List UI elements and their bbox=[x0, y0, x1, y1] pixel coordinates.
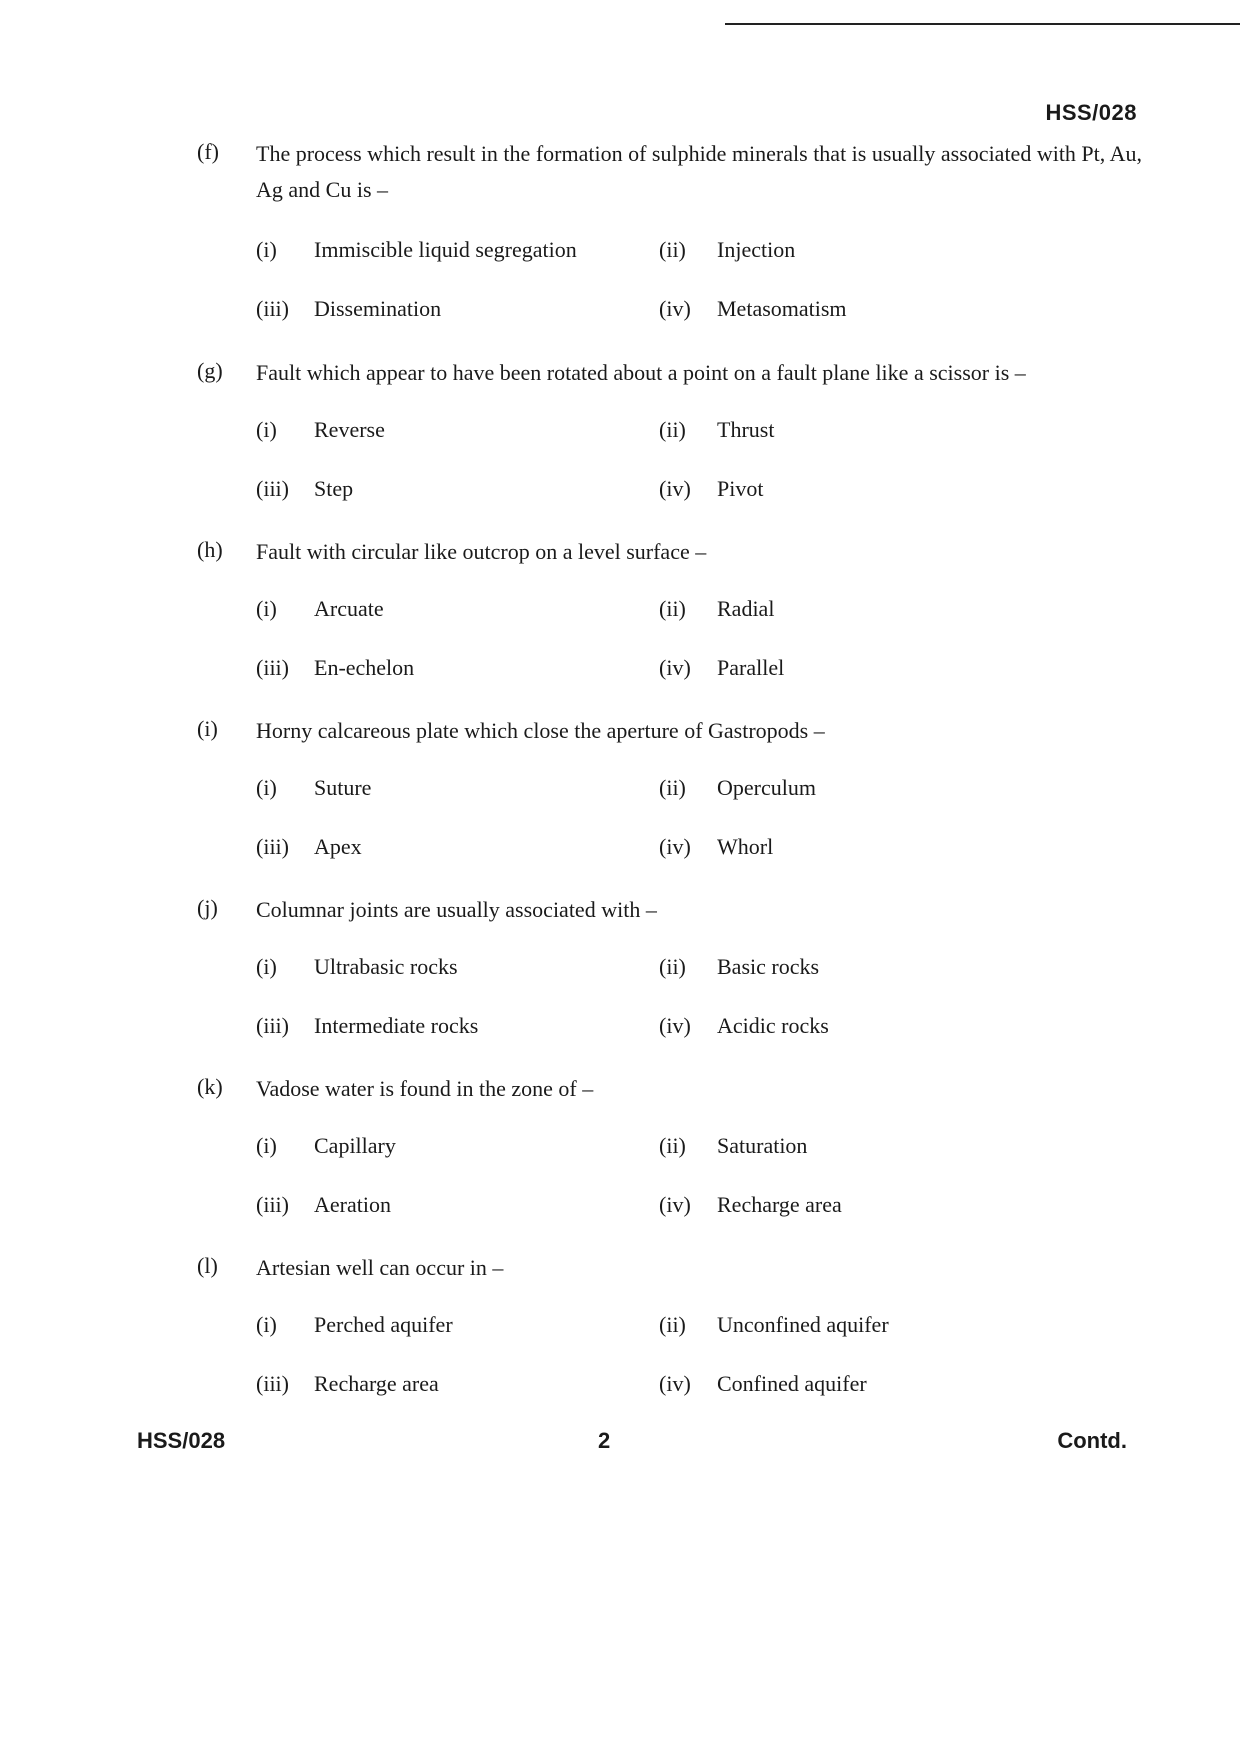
option-number: (iv) bbox=[659, 1013, 691, 1038]
option-number: (iv) bbox=[659, 296, 691, 321]
question-label: (f) bbox=[197, 139, 219, 164]
option-number: (iv) bbox=[659, 1371, 691, 1396]
option-number: (ii) bbox=[659, 954, 686, 979]
option-text: Capillary bbox=[314, 1133, 396, 1158]
question-label: (l) bbox=[197, 1253, 218, 1278]
question-label: (g) bbox=[197, 358, 223, 383]
option-iii[interactable] bbox=[256, 834, 362, 860]
option-text: Intermediate rocks bbox=[314, 1013, 479, 1038]
option-text: Recharge area bbox=[314, 1371, 439, 1396]
option-number: (i) bbox=[256, 237, 277, 262]
option-text: Saturation bbox=[717, 1133, 808, 1158]
option-text: Recharge area bbox=[717, 1192, 842, 1217]
option-number: (ii) bbox=[659, 237, 686, 262]
option-number: (i) bbox=[256, 954, 277, 979]
option-text: Injection bbox=[717, 237, 796, 262]
option-number: (iii) bbox=[256, 296, 289, 321]
option-text: Thrust bbox=[717, 417, 775, 442]
option-number: (ii) bbox=[659, 596, 686, 621]
option-number: (iii) bbox=[256, 1192, 289, 1217]
option-i[interactable] bbox=[256, 775, 371, 801]
option-iv[interactable] bbox=[659, 655, 784, 681]
option-number: (i) bbox=[256, 417, 277, 442]
option-ii[interactable] bbox=[659, 954, 819, 980]
footer-paper-code: HSS/028 bbox=[137, 1428, 226, 1453]
option-text: Ultrabasic rocks bbox=[314, 954, 458, 979]
option-iv[interactable] bbox=[659, 476, 763, 502]
continued-label: Contd. bbox=[1057, 1428, 1127, 1453]
option-number: (iv) bbox=[659, 1192, 691, 1217]
question-text: Fault which appear to have been rotated about a point on a fault plane like a scissor is – bbox=[256, 360, 1026, 385]
option-text: Aeration bbox=[314, 1192, 391, 1217]
option-text: Unconfined aquifer bbox=[717, 1312, 889, 1337]
option-iii[interactable] bbox=[256, 1192, 391, 1218]
option-text: Apex bbox=[314, 834, 362, 859]
option-iv[interactable] bbox=[659, 834, 773, 860]
page-number: 2 bbox=[598, 1428, 611, 1453]
option-iii[interactable] bbox=[256, 296, 441, 322]
option-iv[interactable] bbox=[659, 1013, 829, 1039]
option-text: En-echelon bbox=[314, 655, 415, 680]
option-text: Pivot bbox=[717, 476, 764, 501]
option-i[interactable] bbox=[256, 237, 577, 263]
option-number: (i) bbox=[256, 775, 277, 800]
question-text: Columnar joints are usually associated with – bbox=[256, 897, 657, 922]
question-text: Horny calcareous plate which close the aperture of Gastropods – bbox=[256, 718, 825, 743]
option-text: Immiscible liquid segregation bbox=[314, 237, 577, 262]
option-i[interactable] bbox=[256, 417, 385, 443]
option-text: Acidic rocks bbox=[717, 1013, 829, 1038]
option-text: Dissemination bbox=[314, 296, 442, 321]
option-text: Whorl bbox=[717, 834, 774, 859]
option-number: (iv) bbox=[659, 655, 691, 680]
option-number: (iii) bbox=[256, 1013, 289, 1038]
option-ii[interactable] bbox=[659, 775, 816, 801]
option-text: Perched aquifer bbox=[314, 1312, 453, 1337]
option-iii[interactable] bbox=[256, 655, 414, 681]
option-text: Step bbox=[314, 476, 354, 501]
option-iii[interactable] bbox=[256, 1371, 439, 1397]
option-number: (ii) bbox=[659, 1133, 686, 1158]
option-iii[interactable] bbox=[256, 1013, 478, 1039]
option-iii[interactable] bbox=[256, 476, 353, 502]
question-text: Vadose water is found in the zone of – bbox=[256, 1076, 594, 1101]
option-number: (iii) bbox=[256, 834, 289, 859]
option-text: Metasomatism bbox=[717, 296, 847, 321]
option-text: Basic rocks bbox=[717, 954, 820, 979]
option-iv[interactable] bbox=[659, 1371, 867, 1397]
option-ii[interactable] bbox=[659, 1312, 889, 1338]
option-number: (i) bbox=[256, 596, 277, 621]
option-text: Suture bbox=[314, 775, 372, 800]
question-label: (j) bbox=[197, 895, 218, 920]
option-text: Operculum bbox=[717, 775, 816, 800]
option-text: Parallel bbox=[717, 655, 785, 680]
option-text: Confined aquifer bbox=[717, 1371, 867, 1396]
option-number: (iv) bbox=[659, 834, 691, 859]
question-text: Artesian well can occur in – bbox=[256, 1255, 504, 1280]
question-label: (i) bbox=[197, 716, 218, 741]
top-rule bbox=[725, 23, 1240, 25]
option-number: (ii) bbox=[659, 1312, 686, 1337]
option-number: (i) bbox=[256, 1133, 277, 1158]
question-label: (h) bbox=[197, 537, 223, 562]
option-number: (i) bbox=[256, 1312, 277, 1337]
question-text: Fault with circular like outcrop on a level surface – bbox=[256, 539, 707, 564]
question-text: The process which result in the formation of sulphide minerals that is usually associated with Pt, Au, Ag and Cu is – bbox=[256, 141, 1142, 202]
option-ii[interactable] bbox=[659, 237, 795, 263]
option-i[interactable] bbox=[256, 954, 458, 980]
option-iv[interactable] bbox=[659, 1192, 842, 1218]
header-paper-code: HSS/028 bbox=[1045, 100, 1137, 125]
option-number: (ii) bbox=[659, 775, 686, 800]
option-text: Reverse bbox=[314, 417, 385, 442]
option-text: Arcuate bbox=[314, 596, 384, 621]
option-number: (iii) bbox=[256, 1371, 289, 1396]
option-i[interactable] bbox=[256, 1312, 453, 1338]
option-ii[interactable] bbox=[659, 1133, 807, 1159]
question-label: (k) bbox=[197, 1074, 223, 1099]
option-i[interactable] bbox=[256, 1133, 396, 1159]
option-iv[interactable] bbox=[659, 296, 847, 322]
option-i[interactable] bbox=[256, 596, 384, 622]
option-number: (ii) bbox=[659, 417, 686, 442]
option-ii[interactable] bbox=[659, 417, 774, 443]
option-number: (iii) bbox=[256, 476, 289, 501]
option-number: (iv) bbox=[659, 476, 691, 501]
option-number: (iii) bbox=[256, 655, 289, 680]
option-ii[interactable] bbox=[659, 596, 774, 622]
option-text: Radial bbox=[717, 596, 775, 621]
